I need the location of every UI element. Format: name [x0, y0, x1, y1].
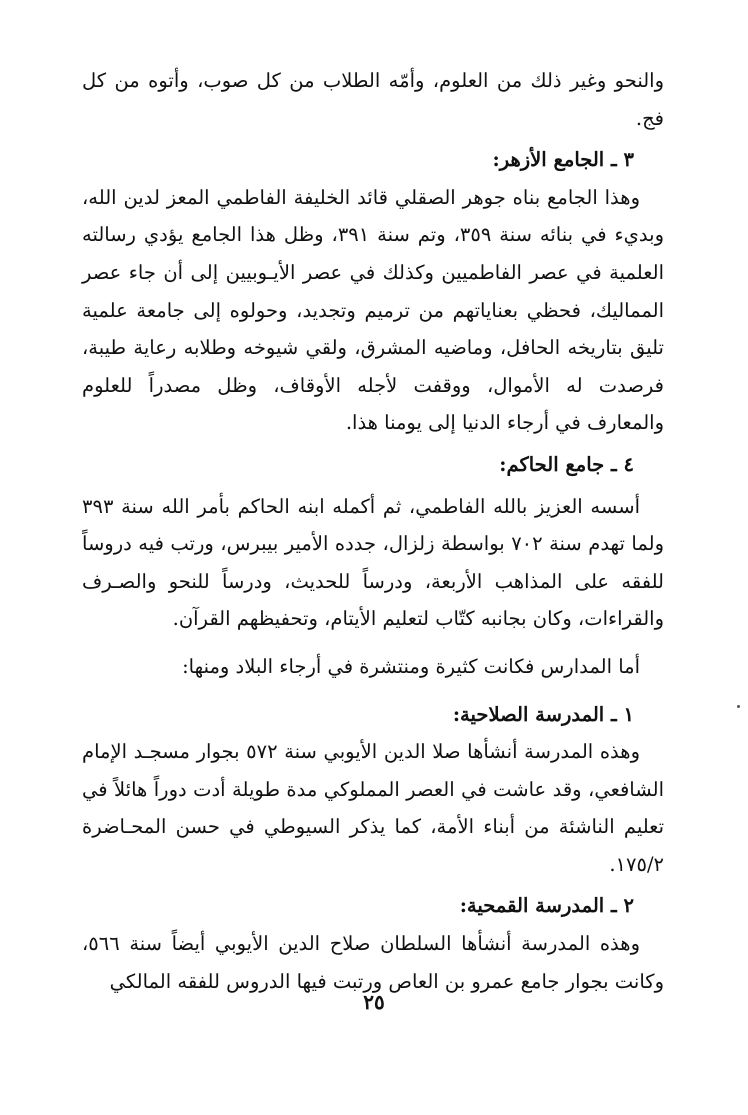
section-body-al-azhar: وهذا الجامع بناه جوهر الصقلي قائد الخليفة الفاطمي المعز لدين الله، وبديء في بنائه سنة ٣٥٩، وتم سنة ٣٩١، وظل هذا الجامع يؤدي رسالته العلمية في عصر الفاطميين وكذلك في عصر الأيـوبيين إلى أن جاء عصر المماليك، فحظي بعناياتهم من ترميم وتجديد، وحولوه إلى جامعة علمية تليق بتاريخه الحافل، وماضيه المشرق، ولقي شيوخه وطلابه رعاية طيبة، فرصدت له الأموال، ووقفت لأجله الأوقاف، وظل مصدراً للعلوم والمعارف في أرجاء الدنيا إلى يومنا هذا. [82, 185, 664, 435]
section-body-al-hakim: أسسه العزيز بالله الفاطمي، ثم أكمله ابنه الحاكم بأمر الله سنة ٣٩٣ ولما تهدم سنة ٧٠٢ بواسطة زلزال، جدده الأمير بيبرس، ورتب فيه دروساً للفقه على المذاهب الأربعة، ودرساً للحديث، ودرساً للنحو والصـرف والقراءات، وكان بجانبه كتّاب لتعليم الأيتام، وتحفيظهم القرآن. [82, 494, 665, 631]
scan-speck [737, 705, 740, 708]
page-number: ٢٥ [363, 990, 385, 1014]
schools-intro: أما المدارس فكانت كثيرة ومنتشرة في أرجاء البلاد ومنها: [182, 654, 640, 678]
page-content [82, 62, 664, 1000]
section-heading-al-hakim: ٤ ـ جامع الحاكم: [499, 452, 634, 476]
opening-paragraph: والنحو وغير ذلك من العلوم، وأمّه الطلاب من كل صوب، وأتوه من كل فج. [82, 69, 664, 130]
school-body-salahiya: وهذه المدرسة أنشأها صلا الدين الأيوبي سنة ٥٧٢ بجوار مسجـد الإمام الشافعي، وقد عاشت في العصر المملوكي مدة طويلة أدت دوراً هائلاً في تعليم الناشئة من أبناء الأمة، كما يذكر السيوطي في حسن المحـاضرة ١٧٥/٢. [82, 740, 664, 876]
section-heading-al-azhar: ٣ ـ الجامع الأزهر: [492, 148, 634, 172]
school-heading-qamhiya: ٢ ـ المدرسة القمحية: [459, 894, 634, 918]
school-body-qamhiya: وهذه المدرسة أنشأها السلطان صلاح الدين الأيوبي أيضاً سنة ٥٦٦، وكانت بجوار جامع عمرو بن العاص ورتبت فيها الدروس للفقه المالكي [82, 932, 664, 993]
school-heading-salahiya: ١ ـ المدرسة الصلاحية: [452, 702, 634, 726]
